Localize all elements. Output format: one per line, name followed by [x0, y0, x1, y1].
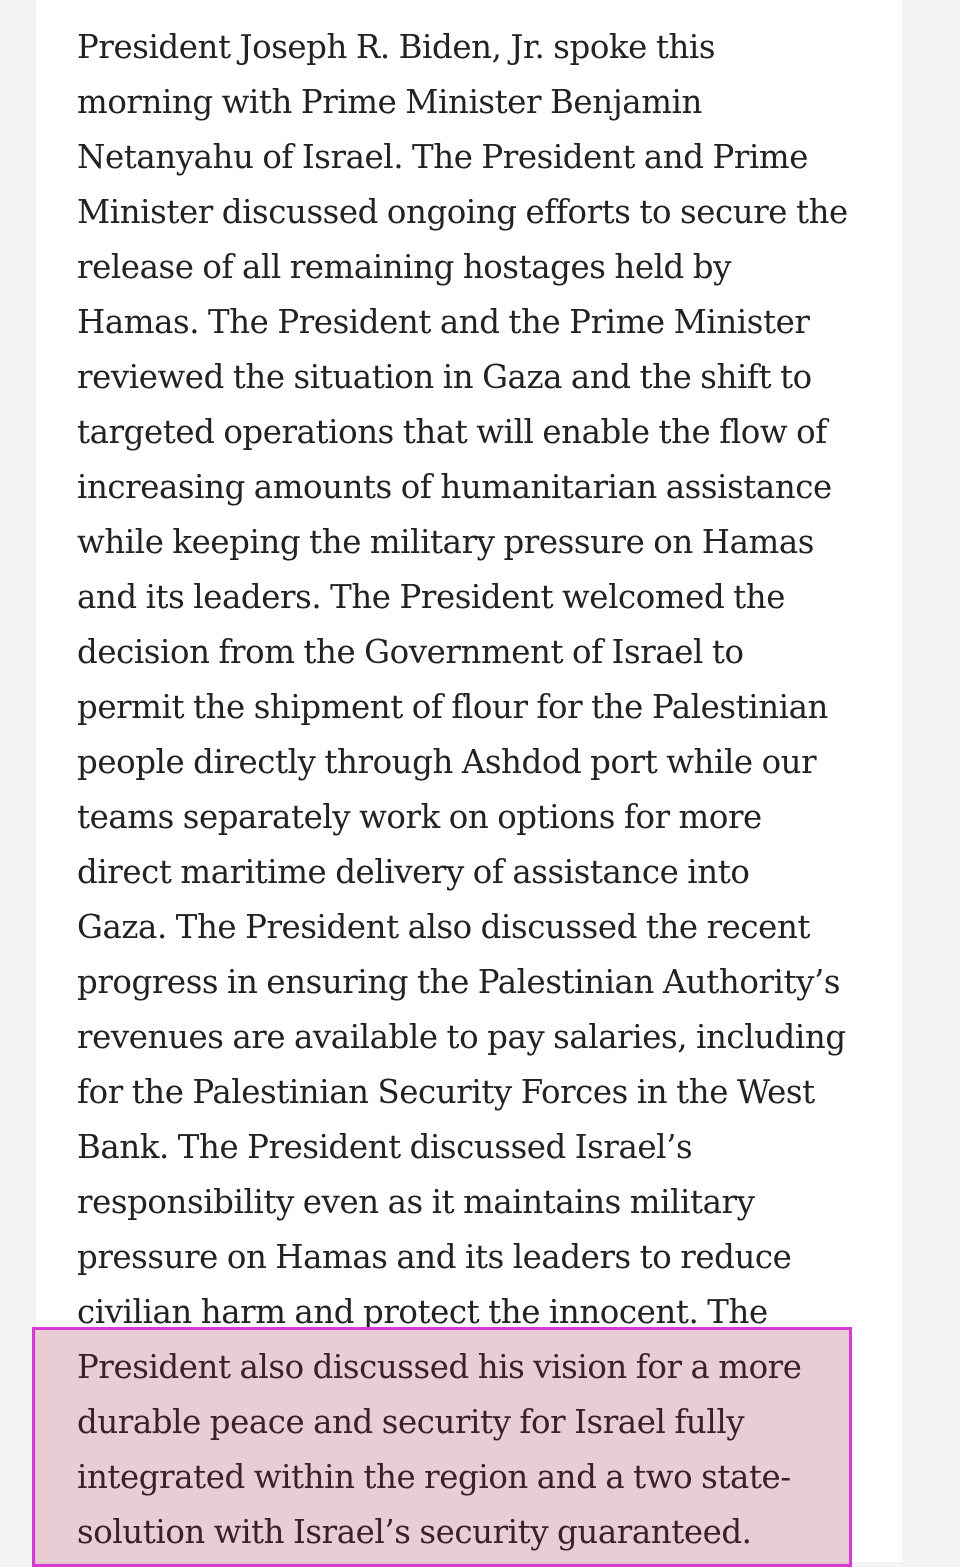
statement-line: permit the shipment of flour for the Palestinian [77, 688, 829, 726]
statement-line: integrated within the region and a two state- [77, 1458, 791, 1496]
statement-line: while keeping the military pressure on Hamas [77, 523, 814, 561]
statement-line: release of all remaining hostages held by [77, 248, 732, 286]
statement-line: targeted operations that will enable the flow of [77, 413, 827, 451]
statement-line: direct maritime delivery of assistance into [77, 853, 750, 891]
statement-line: Hamas. The President and the Prime Minister [77, 303, 810, 341]
statement-line: decision from the Government of Israel to [77, 633, 744, 671]
statement-line: President also discussed his vision for a more [77, 1348, 802, 1386]
statement-line: people directly through Ashdod port while our [77, 743, 817, 781]
statement-line: morning with Prime Minister Benjamin [77, 83, 702, 121]
statement-line: and its leaders. The President welcomed the [77, 578, 786, 616]
statement-line: Gaza. The President also discussed the recent [77, 908, 811, 946]
highlight-box [32, 1327, 852, 1567]
statement-line: reviewed the situation in Gaza and the shift to [77, 358, 812, 396]
statement-line: solution with Israel’s security guaranteed. [77, 1513, 752, 1551]
statement-line: Bank. The President discussed Israel’s [77, 1128, 693, 1166]
statement-line: teams separately work on options for more [77, 798, 762, 836]
statement-line: pressure on Hamas and its leaders to reduce [77, 1238, 792, 1276]
statement-line: responsibility even as it maintains military [77, 1183, 755, 1221]
statement-line: civilian harm and protect the innocent. The [77, 1293, 768, 1331]
statement-line: Netanyahu of Israel. The President and Prime [77, 138, 809, 176]
statement-line: progress in ensuring the Palestinian Authority’s [77, 963, 841, 1001]
statement-line: durable peace and security for Israel fully [77, 1403, 745, 1441]
statement-line: revenues are available to pay salaries, including [77, 1018, 846, 1056]
statement-line: President Joseph R. Biden, Jr. spoke this [77, 28, 716, 66]
statement-line: for the Palestinian Security Forces in the West [77, 1073, 815, 1111]
statement-line: increasing amounts of humanitarian assistance [77, 468, 832, 506]
statement-line: Minister discussed ongoing efforts to secure the [77, 193, 848, 231]
